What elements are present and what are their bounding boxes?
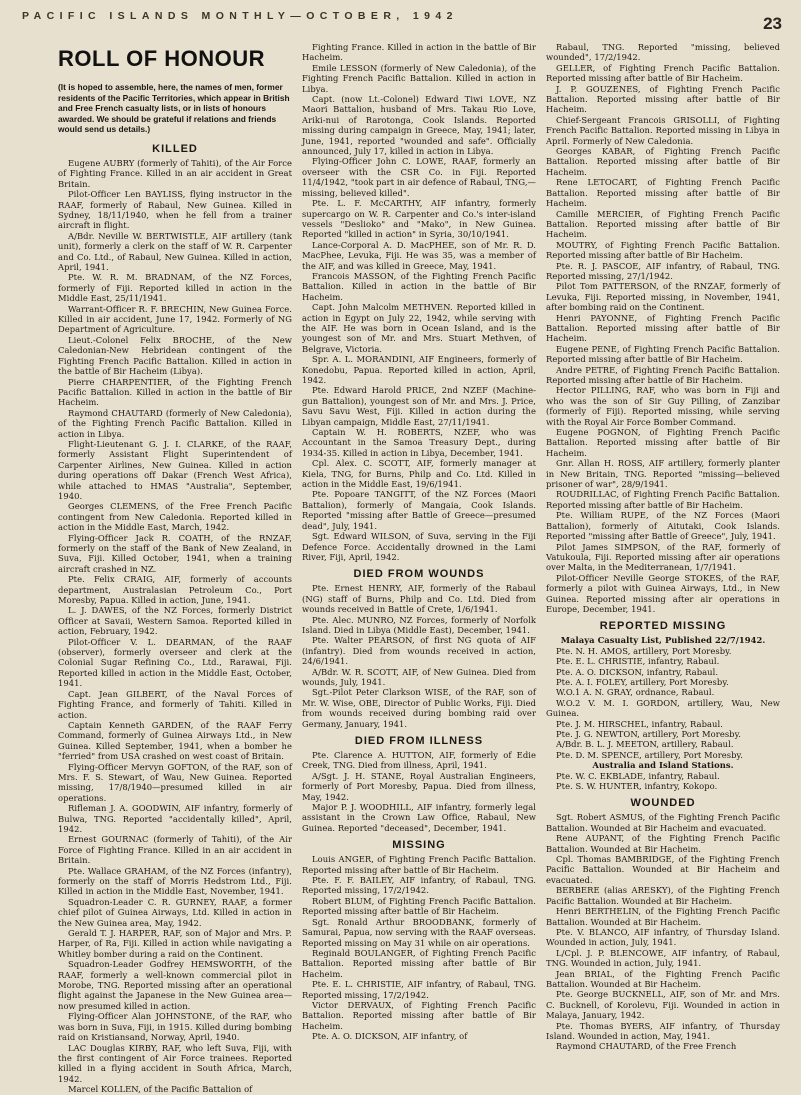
roll-entry: Captain W. H. ROBERTS, NZEF, who was Accountant in the Samoa Treasury Dept., during 1934-35. Killed in action in Libya, December, 1941.: [302, 427, 536, 458]
died-from-illness-list: [302, 750, 536, 833]
roll-entry: Georges CLEMENS, of the Free French Pacific contingent from New Caledonia. Reported killed in action in the Middle East, March, 1942.: [58, 501, 292, 533]
missing-list-part-1: [302, 854, 536, 1041]
roll-entry: BERBERE (alias ARESKY), of the Fighting French Pacific Battalion. Wounded at Bir Hacheim.: [546, 885, 780, 906]
roll-entry: J. P. GOUZENES, of Fighting French Pacific Battalion. Reported missing after battle of Bir Hacheim.: [546, 83, 780, 115]
roll-entry: A/Bdr. Neville W. BERTWISTLE, AIF artillery (tank unit), formerly a clerk on the staff of W. R. Carpenter and Co. Ltd., of Rabaul, New Guinea. Killed in action, April, 1941.: [58, 230, 292, 273]
roll-entry: Pte. W. R. M. BRADNAM, of the NZ Forces, formerly of Fiji. Reported killed in action in the Middle East, 25/11/1941.: [58, 272, 292, 304]
roll-entry: Pte. J. G. NEWTON, artillery, Port Moresby.: [556, 729, 741, 739]
roll-entry: Flight-Lieutenant G. J. I. CLARKE, of the RAAF, formerly Assistant Flight Superintendent of Carpenter Airlines, New Guinea. Killed in action during operations off Dakar (French West Africa), while attached to HMAS "Australia", September, 1940.: [58, 438, 292, 501]
roll-entry: L/Cpl. J. P. BLENCOWE, AIF infantry, of Rabaul, TNG. Wounded in action, July, 1941.: [546, 947, 780, 969]
roll-entry: Sgt. Robert ASMUS, of the Fighting French Pacific Battalion. Wounded at Bir Hacheim and evacuated.: [546, 812, 780, 833]
roll-entry: Henri PAYONNE, of Fighting French Pacific Battalion. Reported missing after battle of Bir Hacheim.: [546, 312, 780, 344]
roll-entry: Emile LESSON (formerly of New Caledonia), of the Fighting French Pacific Battalion. Killed in action in Libya.: [302, 62, 536, 94]
section-heading-died-from-illness: DIED FROM ILLNESS: [354, 735, 484, 747]
roll-entry: Rene LETOCART, of Fighting French Pacific Battalion. Reported missing after battle of Bir Hacheim.: [546, 177, 780, 209]
roll-entry: Fighting France. Killed in action in the battle of Bir Hacheim.: [302, 42, 536, 63]
roll-entry: Pte. Ernest HENRY, AIF, formerly of the Rabaul (NG) staff of Burns, Philp and Co. Ltd. Died from wounds received in Battle of Crete, 1/6/1941.: [302, 583, 536, 615]
died-from-wounds-list: [302, 583, 536, 729]
section-heading-missing: MISSING: [392, 839, 446, 852]
roll-entry: Sgt. Ronald Arthur BROODBANK, formerly of Samurai, Papua, now serving with the RAAF overseas. Reported missing on May 31 while on air operations.: [302, 916, 536, 948]
roll-entry: Warrant-Officer R. F. BRECHIN, New Guinea Force. Killed in air accident, June 17, 1942. Formerly of NG Department of Agriculture.: [58, 303, 292, 335]
roll-entry: Pilot Tom PATTERSON, of the RNZAF, formerly of Levuka, Fiji. Reported missing, in November, 1941, after bombing raid on the Continent.: [546, 281, 780, 313]
roll-entry: Pilot-Officer V. L. DEARMAN, of the RAAF (observer), formerly overseer and clerk at the Colonial Sugar Refining Co., Ltd., Rarawai, Fiji. Reported killed in action in the Middle East, October, 1941.: [58, 636, 292, 689]
roll-entry: Chief-Sergeant Francois GRISOLLI, of Fighting French Pacific Battalion. Reported missing in Libya in April. Formerly of New Caledonia.: [546, 114, 780, 146]
roll-entry: A/Bdr. W. R. SCOTT, AIF, of New Guinea. Died from wounds, July, 1941.: [302, 666, 536, 687]
roll-entry: Lance-Corporal A. D. MacPHEE, son of Mr. R. D. MacPhee, Levuka, Fiji. He was 35, was a member of the AIF, and was killed in Greece, May, 1941.: [302, 239, 536, 271]
roll-entry: Capt. John Malcolm METHVEN. Reported killed in action in Egypt on July 22, 1942, while serving with the AIF. He was born in Ocean Island, and is the youngest son of Mr. and Mrs. Stuart Methven, of Belgrave, Victoria.: [302, 302, 536, 354]
roll-entry: Pte. E. L. CHRISTIE, AIF infantry, of Rabaul, TNG. Reported missing, 17/2/1942.: [302, 979, 536, 1000]
roll-entry: Squadron-Leader C. R. GURNEY, RAAF, a former chief pilot of Guinea Airways, Ltd. Killed in action in the New Guinea area, May, 1942.: [58, 896, 292, 928]
roll-entry: Rifleman J. A. GOODWIN, AIF infantry, formerly of Bulwa, TNG. Reported "accidentally killed", April, 1942.: [58, 803, 292, 834]
article-columns: [58, 42, 782, 1095]
page-header: [22, 6, 782, 32]
killed-list-part-2: [302, 42, 536, 562]
roll-entry: Jean BRIAL, of the Fighting French Pacific Battalion. Wounded at Bir Hacheim.: [546, 968, 780, 989]
roll-entry: Capt. (now Lt.-Colonel) Edward Tiwi LOVE, NZ Maori Battalion, husband of Mrs. Takau Rio Love, Ariki-nui of Rarotonga, Cook Islands. Reported missing during campaign in Greece, May, 1941; later, June, 1941, reported "wounded and safe". Officially announced, July 17, killed in action in Libya.: [302, 94, 536, 157]
roll-entry: Hector PILLING, RAF, who was born in Fiji and who was the son of Sir Guy Pilling, of Zanzibar (formerly of Fiji). Reported missing, while serving with the Royal Air Force Bomber Command.: [546, 385, 780, 427]
roll-entry: Pierre CHARPENTIER, of the Fighting French Pacific Battalion. Killed in action in the battle of Bir Hacheim.: [58, 376, 292, 408]
section-heading-died-from-wounds: DIED FROM WOUNDS: [353, 568, 485, 581]
column-3: [546, 42, 780, 1052]
roll-entry: Pte. A. I. FOLEY, artillery, Port Moresby.: [556, 676, 729, 687]
roll-entry: Rene AUPANT, of the Fighting French Pacific Battalion. Wounded at Bir Hacheim.: [546, 833, 780, 854]
roll-entry: Pte. D. M. SPENCE, artillery, Port Moresby.: [556, 749, 743, 760]
roll-entry: Flying-Officer Jack R. COATH, of the RNZAF, formerly on the staff of the Bank of New Zealand, in Suva, Fiji. Killed October, 1941, when a training aircraft crashed in NZ.: [58, 532, 292, 574]
roll-entry: Pte. Felix CRAIG, AIF, formerly of accounts department, Australasian Petroleum Co., Port Moresby, Papua. Killed in action, June, 1941.: [58, 574, 292, 606]
roll-entry: Pte. R. J. PASCOE, AIF infantry, of Rabaul, TNG. Reported missing, 27/1/1942.: [546, 260, 780, 281]
roll-entry: Cpl. Thomas BAMBRIDGE, of the Fighting French Pacific Battalion. Wounded at Bir Hacheim and evacuated.: [546, 854, 780, 885]
roll-entry: W.O.1 A. N. GRAY, ordnance, Rabaul.: [556, 687, 715, 698]
roll-entry: Sgt.-Pilot Peter Clarkson WISE, of the RAF, son of Mr. W. Wise, OBE, Director of Public Works, Fiji. Died from wounds received during bombing raid over Germany, January, 1941.: [302, 687, 536, 729]
roll-entry: Raymond CHAUTARD, of the Free French: [556, 1041, 737, 1052]
reported-missing-list: [546, 635, 780, 791]
section-heading-reported-missing: REPORTED MISSING: [599, 620, 727, 633]
roll-entry: Pte. Alec. MUNRO, NZ Forces, formerly of Norfolk Island. Died in Libya (Middle East), December, 1941.: [302, 614, 536, 635]
roll-entry: Robert BLUM, of Fighting French Pacific Battalion. Reported missing after battle of Bir Hacheim.: [302, 895, 536, 917]
roll-entry: Louis ANGER, of Fighting French Pacific Battalion. Reported missing after battle of Bir Hacheim.: [302, 854, 536, 875]
roll-entry: Raymond CHAUTARD (formerly of New Caledonia), of the Fighting French Pacific Battalion. Killed in action in Libya.: [58, 407, 292, 439]
roll-entry: A/Sgt. J. H. STANE, Royal Australian Engineers, formerly of Port Moresby, Papua. Died from illness, May, 1942.: [302, 770, 536, 802]
roll-entry: Pte. J. M. HIRSCHEL, infantry, Rabaul.: [556, 718, 723, 729]
section-heading-wounded: WOUNDED: [630, 797, 696, 810]
roll-entry: ROUDRILLAC, of Fighting French Pacific Battalion. Reported missing after battle of Bir Hacheim.: [546, 489, 780, 510]
roll-entry: Pilot-Officer Neville George STOKES, of the RAF, formerly a pilot with Guinea Airways, Ltd., in New Guinea. Reported missing after air operations in Europe, December, 1941.: [546, 572, 780, 614]
roll-entry: Pte. S. W. HUNTER, infantry, Kokopo.: [556, 781, 718, 792]
roll-entry: Spr. A. L. MORANDINI, AIF Engineers, formerly of Konedobu, Papua. Reported killed in action, April, 1942.: [302, 354, 536, 385]
roll-entry: Capt. Jean GILBERT, of the Naval Forces of Fighting France, and formerly of Tahiti. Killed in action.: [58, 688, 292, 720]
roll-entry: W.O.2 V. M. I. GORDON, artillery, Wau, New Guinea.: [546, 697, 780, 719]
roll-entry: Francois MASSON, of the Fighting French Pacific Battalion. Killed in action in the battle of Bir Hacheim.: [302, 270, 536, 302]
roll-entry: Pte. Wallace GRAHAM, of the NZ Forces (infantry), formerly on the staff of Morris Hedstrom Ltd., Fiji. Killed in action in the Middle East, November, 1941.: [58, 865, 292, 897]
roll-entry: Henri BERTHELIN, of the Fighting French Pacific Battalion. Wounded at Bir Hacheim.: [546, 906, 780, 927]
roll-entry: Pte. William RUPE, of the NZ Forces (Maori Battalion), formerly of Aitutaki, Cook Islands. Reported "missing after Battle of Greece", July, 1941.: [546, 510, 780, 542]
roll-entry: Flying-Officer Mervyn GOFTON, of the RAF, son of Mrs. F. S. Stewart, of Wau, New Guinea. Reported missing, 17/8/1940—presumed killed in air operations.: [58, 761, 292, 803]
roll-entry: Pte. E. L. CHRISTIE, infantry, Rabaul.: [556, 656, 720, 667]
roll-entry: Eugene PENE, of Fighting French Pacific Battalion. Reported missing after battle of Bir Hacheim.: [546, 343, 780, 365]
column-2: [302, 42, 536, 1042]
roll-entry: Victor DERVAUX, of Fighting French Pacific Battalion. Reported missing after battle of Bir Hacheim.: [302, 999, 536, 1031]
page-title: ROLL OF HONOUR: [58, 46, 266, 71]
roll-entry: Pte. Popoare TANGITT, of the NZ Forces (Maori Battalion), formerly of Mangaia, Cook Islands. Reported "missing after Battle of Greece—presumed dead", July, 1941.: [302, 489, 536, 531]
roll-entry: Squadron-Leader Godfrey HEMSWORTH, of the RAAF, formerly a well-known commercial pilot in Morobe, TNG. Reported missing after an operational flight against the Japanese in the New Guinea area—now presumed killed in action.: [58, 959, 292, 1011]
wounded-list: [546, 812, 780, 1051]
running-title: PACIFIC ISLANDS MONTHLY—OCTOBER, 1942: [22, 10, 458, 22]
roll-entry: Gerald T. J. HARPER, RAF, son of Major and Mrs. P. Harper, of Ra, Fiji. Killed in action while navigating a Whitley bomber during a raid on the Continent.: [58, 928, 292, 959]
roll-entry: Marcel KOLLEN, of the Pacific Battalion of: [68, 1084, 253, 1095]
roll-entry: Lieut.-Colonel Felix BROCHE, of the New Caledonian-New Hebridean contingent of the Fighting French Pacific Battalion. Killed in action in the battle of Bir Hacheim (Libya).: [58, 334, 292, 377]
roll-entry: Pilot James SIMPSON, of the RAF, formerly of Vatukoula, Fiji. Reported missing after air operations over Malta, in the Mediterranean, 1/7/1941.: [546, 541, 780, 573]
roll-entry: Pte. Edward Harold PRICE, 2nd NZEF (Machine-gun Battalion), youngest son of Mr. and Mrs. J. Price, Savu Savu West, Fiji. Killed in action during the Libyan campaign, Middle East, 27/11/1941.: [302, 385, 536, 427]
roll-entry: Flying-Officer John C. LOWE, RAAF, formerly an overseer with the CSR Co. in Fiji. Reported 11/4/1942, "took part in air defence of Rabaul, TNG,—missing, believed killed".: [302, 156, 536, 198]
killed-list-part-1: [58, 158, 292, 1095]
roll-entry: Major P. J. WOODHILL, AIF infantry, formerly legal assistant in the Crown Law Office, Rabaul, New Guinea. Reported "deceased", December, 1941.: [302, 802, 536, 833]
roll-entry: LAC Douglas KIRBY, RAF, who left Suva, Fiji, with the first contingent of Air Force trainees. Reported killed in a flying accident in South Africa, March, 1942.: [58, 1042, 292, 1084]
roll-entry: A/Bdr. B. L. J. MEETON, artillery, Rabaul.: [556, 739, 734, 750]
roll-entry: Pte. L. F. McCARTHY, AIF infantry, formerly supercargo on W. R. Carpenter and Co.'s inter-island vessels "Deslioko" and "Mako", in New Guinea. Reported "killed in action" in Syria, 30/10/1941.: [302, 198, 536, 240]
casualty-list-subheading: Australia and Island Stations.: [592, 760, 734, 771]
roll-entry: Pte. V. BLANCO, AIF infantry, of Thursday Island. Wounded in action, July, 1941.: [546, 926, 780, 948]
roll-entry: Reginald BOULANGER, of Fighting French Pacific Battalion. Reported missing after battle of Bir Hacheim.: [302, 947, 536, 979]
roll-entry: Pte. Clarence A. HUTTON, AIF, formerly of Edie Creek, TNG. Died from illness, April, 1941.: [302, 750, 536, 771]
roll-entry: Eugene POGNON, of Fighting French Pacific Battalion. Reported missing after battle of Bir Hacheim.: [546, 427, 780, 458]
roll-entry: Pte. A. O. DICKSON, AIF infantry, of: [312, 1031, 468, 1042]
roll-entry: Captain Kenneth GARDEN, of the RAAF Ferry Command, formerly of Guinea Airways Ltd., in New Guinea. Killed September, 1941, when a bomber he "ferried" from USA crashed on west coast of Britain.: [58, 719, 292, 762]
roll-entry: Pte. F. F. BAILEY, AIF infantry, of Rabaul, TNG. Reported missing, 17/2/1942.: [302, 875, 536, 896]
roll-entry: Cpl. Alex. C. SCOTT, AIF, formerly manager at Kiela, TNG, for Burns, Philp and Co. Ltd. Killed in action in the Middle East, 19/6/1941.: [302, 458, 536, 490]
roll-entry: GELLER, of Fighting French Pacific Battalion. Reported missing after battle of Bir Hacheim.: [546, 62, 780, 84]
page-number: 23: [763, 14, 782, 33]
roll-entry: Pte. W. C. EKBLADE, infantry, Rabaul.: [556, 770, 720, 781]
roll-entry: Pte. A. O. DICKSON, infantry, Rabaul.: [556, 666, 719, 677]
roll-entry: Eugene AUBRY (formerly of Tahiti), of the Air Force of Fighting France. Killed in an air accident in Great Britain.: [58, 157, 292, 189]
roll-entry: Sgt. Edward WILSON, of Suva, serving in the Fiji Defence Force. Accidentally drowned in the Lami River, Fiji, April, 1942.: [302, 531, 536, 562]
intro-note: (It is hoped to assemble, here, the names of men, former residents of the Pacific Territories, which appear in British and Free French casualty lists, or in lists of honours awarded. We should be grateful if relations and friends would send us details.): [58, 82, 290, 135]
roll-entry: Pte. Walter PEARSON, of first NG quota of AIF (infantry). Died from wounds received in action, 24/6/1941.: [302, 635, 536, 667]
column-1: [58, 42, 292, 1095]
roll-entry: Rabaul, TNG. Reported "missing, believed wounded", 17/2/1942.: [546, 42, 780, 63]
roll-entry: MOUTRY, of Fighting French Pacific Battalion. Reported missing after battle of Bir Hacheim.: [546, 239, 780, 261]
roll-entry: Camille MERCIER, of Fighting French Pacific Battalion. Reported missing after battle of Bir Hacheim.: [546, 208, 780, 240]
roll-entry: Pte. George BUCKNELL, AIF, son of Mr. and Mrs. C. Bucknell, of Korolevu, Fiji. Wounded in action in Malaya, January, 1942.: [546, 989, 780, 1021]
roll-entry: Georges KABAR, of Fighting French Pacific Battalion. Reported missing after battle of Bir Hacheim.: [546, 146, 780, 177]
casualty-list-subheading: Malaya Casualty List, Published 22/7/1942.: [560, 635, 766, 646]
roll-entry: Andre PETRE, of Fighting French Pacific Battalion. Reported missing after battle of Bir Hacheim.: [546, 364, 780, 385]
section-heading-killed: KILLED: [152, 142, 198, 155]
roll-entry: Ernest GOURNAC (formerly of Tahiti), of the Air Force of Fighting France. Killed in an air accident in Britain.: [58, 834, 292, 866]
roll-entry: L. J. DAWES, of the NZ Forces, formerly District Officer at Savaii, Western Samoa. Reported killed in action, February, 1942.: [58, 605, 292, 637]
roll-entry: Pte. N. H. AMOS, artillery, Port Moresby.: [556, 645, 732, 656]
roll-entry: Pilot-Officer Len BAYLISS, flying instructor in the RAAF, formerly of Rabaul, New Guinea. Killed in Sydney, 18/11/1940, when he fell from a trainer aircraft in flight.: [58, 189, 292, 231]
missing-list-part-2: [546, 42, 780, 614]
roll-entry: Gnr. Allan H. ROSS, AIF artillery, formerly planter in New Britain, TNG. Reported "missing—believed prisoner of war", 28/9/1941.: [546, 458, 780, 490]
roll-entry: Flying-Officer Alan JOHNSTONE, of the RAF, who was born in Suva, Fiji, in 1915. Killed during bombing raid on Kristiansand, Norway, April, 1940.: [58, 1011, 292, 1043]
roll-entry: Pte. Thomas BYERS, AIF infantry, of Thursday Island. Wounded in action, May, 1941.: [546, 1020, 780, 1041]
